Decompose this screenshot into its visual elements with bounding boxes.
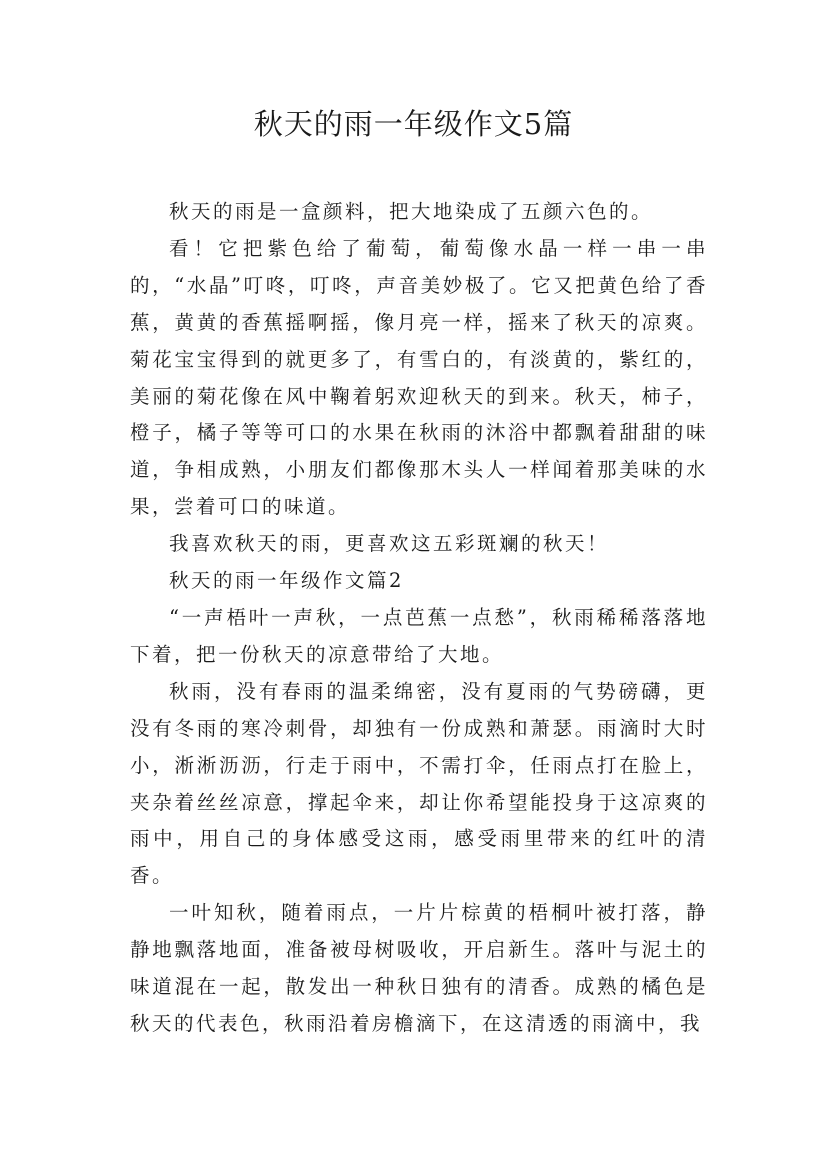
paragraph: 一叶知秋，随着雨点，一片片棕黄的梧桐叶被打落，静静地飘落地面，准备被母树吸收，开启新生。落叶与泥土的味道混在一起，散发出一种秋日独有的清香。成熟的橘色是秋天的代表色，秋雨沿着房檐滴下，在这清透的雨滴中，我 — [130, 901, 708, 1035]
section-heading: 秋天的雨一年级作文篇2 — [169, 569, 404, 593]
document-title: 秋天的雨一年级作文5篇 — [253, 107, 574, 141]
paragraph: 看！它把紫色给了葡萄，葡萄像水晶一样一串一串的，“水晶”叮咚，叮咚，声音美妙极了。它又把黄色给了香蕉，黄黄的香蕉摇啊摇，像月亮一样，摇来了秋天的凉爽。菊花宝宝得到的就更多了，有雪白的，有淡黄的，紫红的，美丽的菊花像在风中鞠着躬欢迎秋天的到来。秋天，柿子，橙子，橘子等等可口的水果在秋雨的沐浴中都飘着甜甜的味道，争相成熟，小朋友们都像那木头人一样闻着那美味的水果，尝着可口的味道。 — [130, 236, 708, 519]
document-body — [130, 194, 708, 1043]
paragraph: 秋天的雨是一盒颜料，把大地染成了五颜六色的。 — [169, 200, 654, 223]
paragraph: 我喜欢秋天的雨，更喜欢这五彩斑斓的秋天！ — [169, 532, 610, 556]
paragraph: “一声梧叶一声秋，一点芭蕉一点愁”，秋雨稀稀落落地下着，把一份秋天的凉意带给了大地。 — [130, 605, 708, 666]
paragraph: 秋雨，没有春雨的温柔绵密，没有夏雨的气势磅礴，更没有冬雨的寒冷刺骨，却独有一份成熟和萧瑟。雨滴时大时小，淅淅沥沥，行走于雨中，不需打伞，任雨点打在脸上，夹杂着丝丝凉意，撑起伞来，却让你希望能投身于这凉爽的雨中，用自己的身体感受这雨，感受雨里带来的红叶的清香。 — [130, 679, 708, 888]
